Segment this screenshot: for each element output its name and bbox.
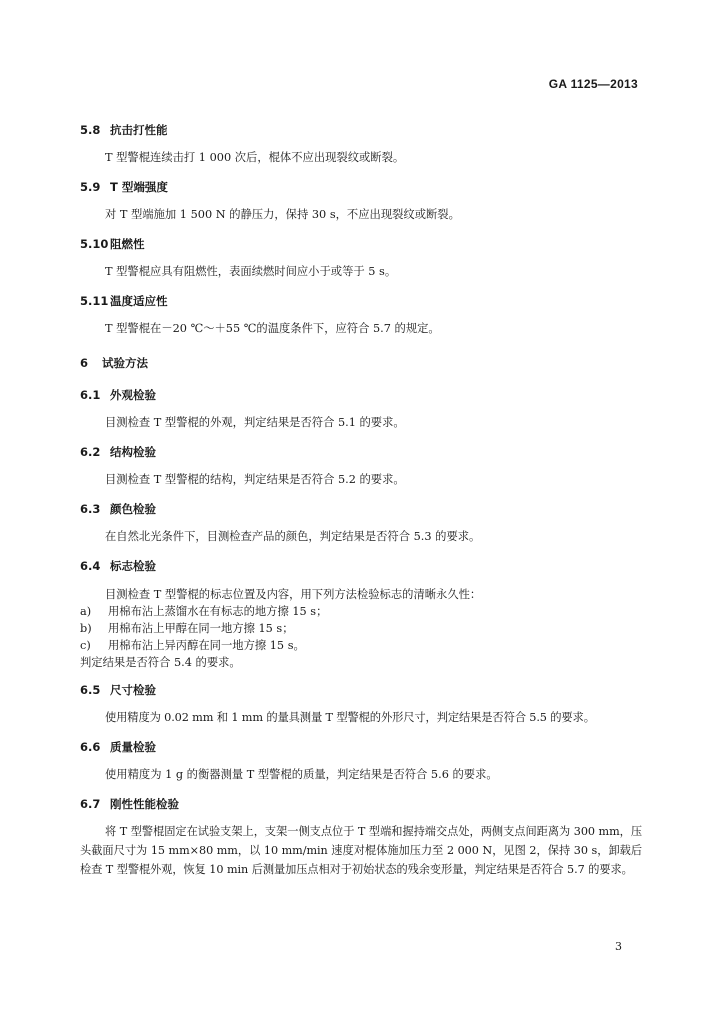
section-paragraph: 对 T 型端施加 1 500 N 的静压力，保持 30 s，不应出现裂纹或断裂。 (105, 208, 460, 221)
section-number: 5.8 (80, 123, 101, 137)
section-number: 5.11 (80, 294, 109, 308)
section-heading (80, 501, 645, 517)
section-paragraph: 目测检查 T 型警棍的外观，判定结果是否符合 5.1 的要求。 (105, 416, 405, 429)
chapter-heading (80, 355, 645, 371)
section-paragraph: 使用精度为 1 g 的衡器测量 T 型警棍的质量，判定结果是否符合 5.6 的要求。 (105, 768, 498, 781)
list-marker: c) (80, 639, 91, 652)
page-content (80, 122, 645, 879)
section-paragraph: T 型警棍连续击打 1 000 次后，棍体不应出现裂纹或断裂。 (105, 151, 405, 164)
standard-code: GA 1125—2013 (548, 77, 638, 91)
list-item (80, 620, 645, 637)
section-title: 外观检验 (110, 388, 156, 402)
section-paragraph: T 型警棍应具有阻燃性，表面续燃时间应小于或等于 5 s。 (105, 265, 397, 278)
section-number: 5.9 (80, 180, 101, 194)
section-title: 尺寸检验 (110, 683, 156, 697)
section-paragraph: T 型警棍在－20 ℃～＋55 ℃的温度条件下，应符合 5.7 的规定。 (105, 322, 440, 335)
section-number: 6.7 (80, 797, 101, 811)
section-title: 阻燃性 (110, 237, 145, 251)
chapter-number: 6 (80, 356, 89, 370)
section-paragraph: 判定结果是否符合 5.4 的要求。 (80, 656, 241, 669)
section-title: 标志检验 (110, 559, 156, 573)
list-marker: a) (80, 605, 92, 618)
marking-test-block (80, 586, 645, 671)
section-heading (80, 122, 645, 138)
section-paragraph: 目测检查 T 型警棍的标志位置及内容，用下列方法检验标志的清晰永久性： (105, 588, 482, 601)
section-number: 6.4 (80, 559, 101, 573)
list-item (80, 603, 645, 620)
section-heading (80, 444, 645, 460)
section-number: 6.5 (80, 683, 101, 697)
section-heading (80, 179, 645, 195)
section-heading (80, 236, 645, 252)
section-heading (80, 293, 645, 309)
section-number: 6.1 (80, 388, 101, 402)
page-number: 3 (615, 940, 622, 953)
section-heading (80, 558, 645, 574)
section-number: 6.3 (80, 502, 101, 516)
section-heading (80, 796, 645, 812)
section-title: 颜色检验 (110, 502, 156, 516)
section-title: 结构检验 (110, 445, 156, 459)
list-text: 用棉布沾上蒸馏水在有标志的地方擦 15 s； (108, 605, 328, 618)
list-marker: b) (80, 622, 92, 635)
section-paragraph: 在自然北光条件下，目测检查产品的颜色，判定结果是否符合 5.3 的要求。 (105, 530, 481, 543)
section-number: 5.10 (80, 237, 109, 251)
list-text: 用棉布沾上异丙醇在同一地方擦 15 s。 (108, 639, 305, 652)
section-number: 6.2 (80, 445, 101, 459)
section-heading (80, 739, 645, 755)
chapter-title: 试验方法 (102, 356, 148, 370)
section-title: 刚性性能检验 (110, 797, 179, 811)
list-item (80, 637, 645, 654)
section-number: 6.6 (80, 740, 101, 754)
section-title: 质量检验 (110, 740, 156, 754)
section-paragraph: 目测检查 T 型警棍的结构，判定结果是否符合 5.2 的要求。 (105, 473, 405, 486)
section-title: 抗击打性能 (110, 123, 168, 137)
section-paragraph: 将 T 型警棍固定在试验支架上，支架一侧支点位于 T 型端和握持端交点处，两侧支点间距离为 300 mm，压头截面尺寸为 15 mm×80 mm，以 10 mm/min 速度对棍体施加压力至 2 000 N，见图 2，保持 30 s，卸载后检查 T 型警棍外观，恢复 10 min 后测量加压点相对于初始状态的残余变形量，判定结果是否符合 5.7 的要求。 (80, 825, 642, 876)
section-heading (80, 387, 645, 403)
list-text: 用棉布沾上甲醇在同一地方擦 15 s； (108, 622, 294, 635)
section-title: 温度适应性 (110, 294, 168, 308)
section-heading (80, 682, 645, 698)
section-paragraph: 使用精度为 0.02 mm 和 1 mm 的量具测量 T 型警棍的外形尺寸，判定结果是否符合 5.5 的要求。 (105, 711, 595, 724)
section-title: T 型端强度 (110, 180, 168, 194)
